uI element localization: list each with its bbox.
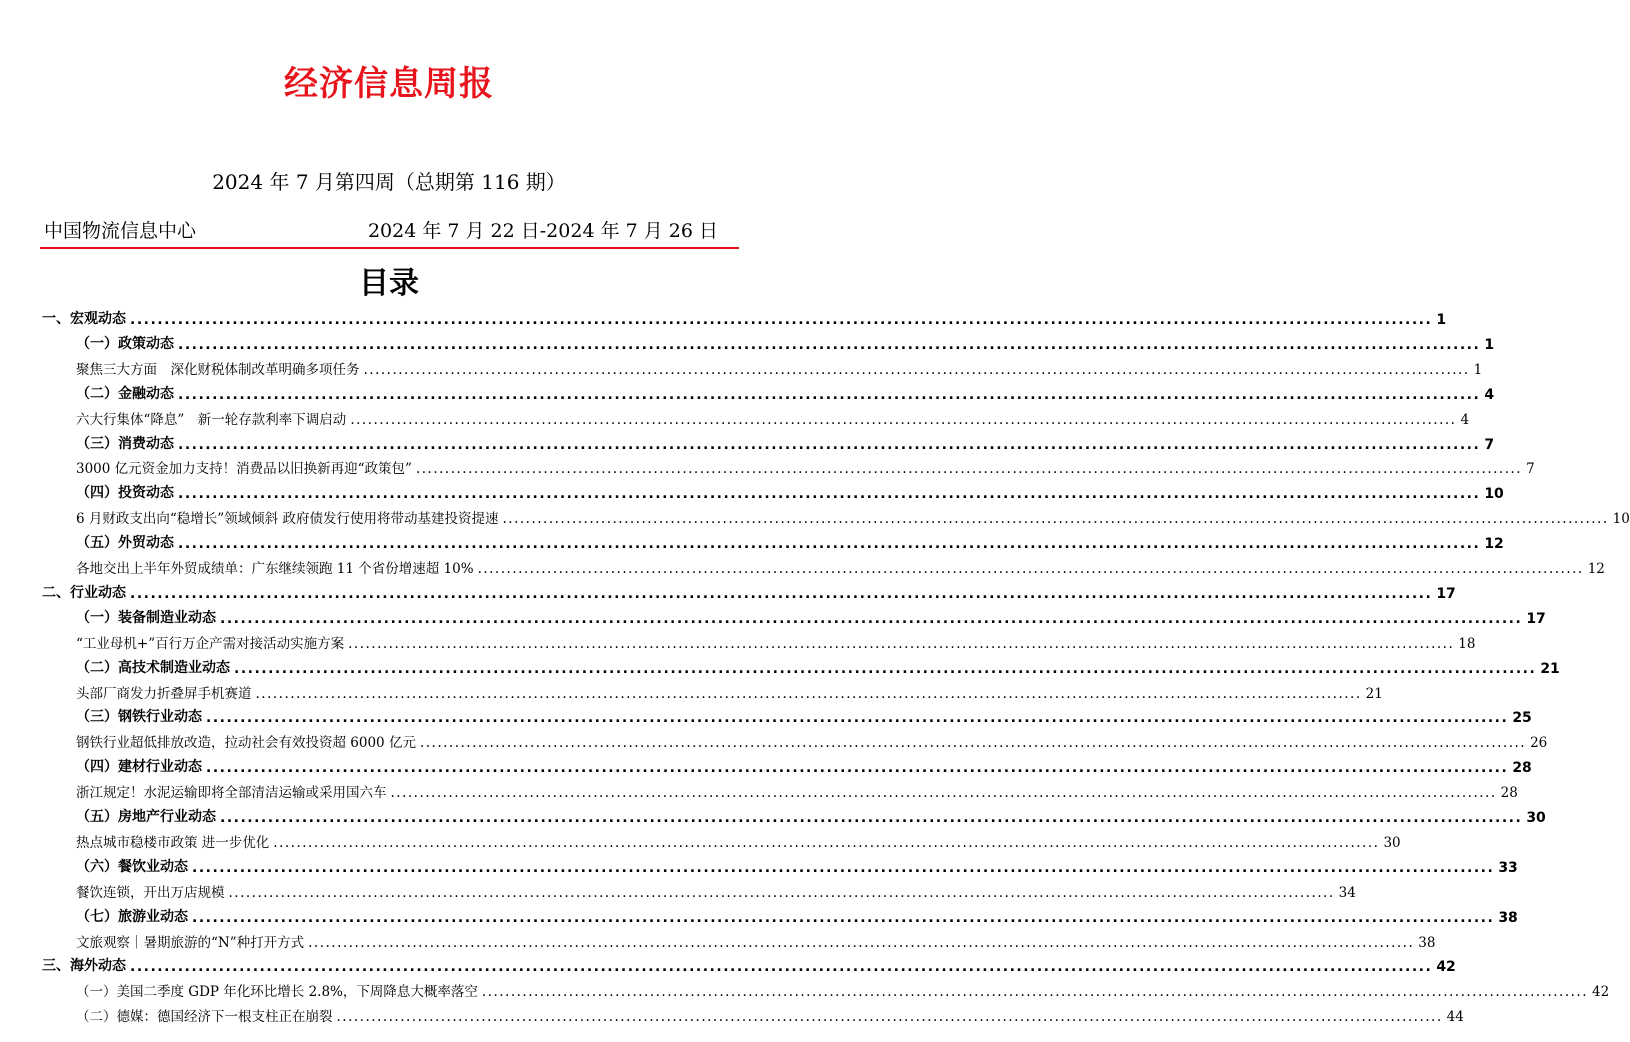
toc-entry-page[interactable]: 38 [1498, 909, 1518, 926]
toc-leader-dots: ............................................................................................................................................................................................... [192, 859, 1495, 876]
report-title: 经济信息周报 [284, 64, 494, 104]
toc-entry[interactable] [40, 553, 1605, 577]
toc-entry-label[interactable]: （三）消费动态 [76, 435, 174, 452]
toc-leader-dots: ............................................................................................................................................................................................... [255, 685, 1362, 702]
toc-leader-dots: ............................................................................................................................................................................................... [206, 760, 1509, 777]
toc-entry[interactable] [40, 877, 1356, 901]
toc-entry-page[interactable]: 12 [1484, 536, 1504, 553]
toc-entry[interactable] [40, 453, 1535, 478]
toc-entry-label[interactable]: 热点城市稳楼市政策 进一步优化 [76, 834, 270, 851]
toc-entry[interactable] [40, 1001, 1464, 1026]
toc-entry-label[interactable]: 三、海外动态 [42, 958, 126, 975]
toc-entry-page[interactable]: 1 [1436, 312, 1447, 328]
toc-entry-label[interactable]: （四）建材行业动态 [76, 759, 202, 776]
toc-entry-page[interactable]: 1 [1484, 336, 1495, 353]
toc-leader-dots: ............................................................................................................................................................................................... [178, 486, 1481, 503]
toc-leader-dots: ............................................................................................................................................................................................... [363, 361, 1470, 378]
toc-entry-page[interactable]: 26 [1530, 735, 1548, 752]
toc-entry-label[interactable]: （二）德媒：德国经济下一根支柱正在崩裂 [76, 1009, 333, 1026]
toc-leader-dots: ............................................................................................................................................................................................... [502, 511, 1609, 528]
toc-entry[interactable] [40, 951, 1456, 976]
toc-leader-dots: ............................................................................................................................................................................................... [178, 536, 1481, 553]
toc-leader-dots: ............................................................................................................................................................................................... [228, 884, 1335, 901]
toc-entry[interactable] [40, 304, 1447, 328]
toc-leader-dots: ............................................................................................................................................................................................... [130, 312, 1433, 328]
toc-entry-label[interactable]: 聚焦三大方面 深化财税体制改革明确多项任务 [76, 361, 360, 378]
toc-entry-page[interactable]: 7 [1484, 436, 1495, 453]
toc-leader-dots: ............................................................................................................................................................................................... [415, 461, 1523, 478]
toc-entry-page[interactable]: 17 [1436, 585, 1456, 602]
toc-leader-dots: ............................................................................................................................................................................................... [130, 959, 1433, 976]
toc-leader-dots: ............................................................................................................................................................................................... [178, 436, 1481, 453]
toc-entry-label[interactable]: 二、行业动态 [42, 584, 126, 601]
issue-line: 2024 年 7 月第四周（总期第 116 期） [212, 170, 566, 194]
toc-entry-page[interactable]: 18 [1458, 635, 1476, 652]
toc-entry-label[interactable]: （五）外贸动态 [76, 535, 174, 552]
toc-entry-page[interactable]: 38 [1418, 934, 1436, 951]
toc-entry[interactable] [40, 678, 1383, 702]
toc-entry-label[interactable]: （四）投资动态 [76, 485, 174, 502]
toc-entry-label[interactable]: 6 月财政支出向“稳增长”领域倾斜 政府债发行使用将带动基建投资提速 [76, 511, 499, 528]
toc-heading: 目录 [359, 266, 419, 301]
toc-leader-dots: ............................................................................................................................................................................................... [178, 386, 1481, 403]
toc-entry[interactable] [40, 927, 1436, 951]
toc-entry[interactable] [40, 727, 1548, 752]
toc-entry-page[interactable]: 34 [1338, 884, 1356, 901]
date-range: 2024 年 7 月 22 日-2024 年 7 月 26 日 [367, 220, 718, 242]
toc-leader-dots: ............................................................................................................................................................................................... [234, 660, 1537, 677]
toc-leader-dots: ............................................................................................................................................................................................... [178, 336, 1481, 353]
toc-entry[interactable] [40, 478, 1504, 503]
toc-leader-dots: ............................................................................................................................................................................................... [477, 561, 1584, 577]
toc-leader-dots: ............................................................................................................................................................................................... [130, 585, 1433, 602]
toc-entry[interactable] [40, 429, 1495, 453]
toc-entry-page[interactable]: 42 [1592, 984, 1610, 1001]
toc-entry-label[interactable]: （二）金融动态 [76, 385, 174, 402]
toc-entry-page[interactable]: 44 [1446, 1009, 1464, 1026]
toc-entry-label[interactable]: 3000 亿元资金加力支持！消费品以旧换新再迎“政策包” [76, 461, 412, 478]
toc-entry-page[interactable]: 21 [1365, 685, 1383, 702]
toc-entry-page[interactable]: 12 [1587, 561, 1605, 577]
toc-entry[interactable] [40, 777, 1518, 802]
toc-leader-dots: ............................................................................................................................................................................................... [481, 984, 1589, 1001]
toc-entry[interactable] [40, 702, 1532, 727]
toc-entry-label[interactable]: （一）美国二季度 GDP 年化环比增长 2.8%，下周降息大概率落空 [76, 984, 478, 1001]
toc-entry-label[interactable]: （二）高技术制造业动态 [76, 659, 230, 676]
toc-entry-label[interactable]: 一、宏观动态 [42, 311, 126, 327]
toc-entry-page[interactable]: 33 [1498, 859, 1518, 876]
toc-entry-label[interactable]: （一）装备制造业动态 [76, 609, 216, 626]
toc-leader-dots: ............................................................................................................................................................................................... [220, 810, 1523, 826]
toc-entry-label[interactable]: （五）房地产行业动态 [76, 809, 216, 825]
toc-entry-label[interactable]: 各地交出上半年外贸成绩单：广东继续领跑 11 个省份增速超 10% [76, 561, 474, 577]
toc-entry-label[interactable]: 浙江规定！水泥运输即将全部清洁运输或采用国六车 [76, 785, 387, 802]
toc-entry[interactable] [40, 653, 1560, 677]
toc-leader-dots: ............................................................................................................................................................................................... [206, 710, 1509, 727]
toc-entry[interactable] [40, 752, 1532, 777]
toc-entry[interactable] [40, 503, 1630, 528]
toc-entry[interactable] [40, 379, 1495, 403]
toc-entry-page[interactable]: 7 [1526, 461, 1535, 478]
toc-entry-label[interactable]: 餐饮连锁，开出万店规模 [76, 884, 225, 901]
toc-entry[interactable] [40, 603, 1546, 627]
toc-entry-page[interactable]: 10 [1484, 486, 1504, 503]
toc-entry[interactable] [40, 852, 1518, 876]
toc-leader-dots: ............................................................................................................................................................................................... [350, 411, 1457, 428]
toc-entry-page[interactable]: 17 [1526, 610, 1546, 627]
toc-entry-page[interactable]: 28 [1500, 785, 1518, 802]
toc-entry-page[interactable]: 30 [1383, 834, 1401, 851]
toc-entry-page[interactable]: 42 [1436, 959, 1456, 976]
toc-leader-dots: ............................................................................................................................................................................................... [419, 735, 1527, 752]
toc-entry[interactable] [40, 578, 1456, 602]
toc-entry-page[interactable]: 21 [1540, 660, 1560, 677]
toc-entry-page[interactable]: 28 [1512, 760, 1532, 777]
toc-entry-label[interactable]: 头部厂商发力折叠屏手机赛道 [76, 685, 252, 702]
toc-entry-page[interactable]: 25 [1512, 710, 1532, 727]
toc-entry[interactable] [40, 902, 1518, 926]
toc-entry[interactable] [40, 404, 1470, 428]
toc-leader-dots: ............................................................................................................................................................................................... [390, 785, 1497, 802]
toc-entry-label[interactable]: （六）餐饮业动态 [76, 858, 188, 875]
toc-leader-dots: ............................................................................................................................................................................................... [192, 909, 1495, 926]
toc-leader-dots: ............................................................................................................................................................................................... [336, 1009, 1443, 1026]
toc-entry-label[interactable]: 文旅观察｜暑期旅游的“N”种打开方式 [76, 934, 305, 951]
toc-entry-label[interactable]: 六大行集体“降息” 新一轮存款利率下调启动 [76, 411, 347, 428]
toc-leader-dots: ............................................................................................................................................................................................... [308, 934, 1415, 951]
toc-leader-dots: ............................................................................................................................................................................................... [220, 610, 1523, 627]
toc-entry-page[interactable]: 1 [1473, 361, 1483, 378]
toc-entry-label[interactable]: （一）政策动态 [76, 335, 174, 352]
header-divider [40, 247, 739, 249]
toc-entry-label[interactable]: （七）旅游业动态 [76, 908, 188, 925]
toc-leader-dots: ............................................................................................................................................................................................... [348, 635, 1455, 652]
toc-entry[interactable] [40, 354, 1483, 378]
toc-entry[interactable] [40, 329, 1495, 353]
toc-entry-label[interactable]: “工业母机+”百行万企产需对接活动实施方案 [76, 635, 345, 652]
toc-entry[interactable] [40, 976, 1610, 1001]
toc-entry[interactable] [40, 528, 1504, 553]
toc-leader-dots: ............................................................................................................................................................................................... [273, 834, 1380, 851]
toc-entry-page[interactable]: 10 [1612, 511, 1630, 528]
toc-entry-page[interactable]: 30 [1526, 810, 1546, 826]
toc-entry-page[interactable]: 4 [1484, 386, 1495, 403]
toc-entry-label[interactable]: 钢铁行业超低排放改造，拉动社会有效投资超 6000 亿元 [76, 735, 416, 752]
toc-entry[interactable] [40, 827, 1401, 851]
toc-entry[interactable] [40, 802, 1546, 826]
toc-entry[interactable] [40, 628, 1476, 652]
toc-entry-page[interactable]: 4 [1460, 411, 1470, 428]
toc-entry-label[interactable]: （三）钢铁行业动态 [76, 709, 202, 726]
organization: 中国物流信息中心 [44, 220, 197, 242]
